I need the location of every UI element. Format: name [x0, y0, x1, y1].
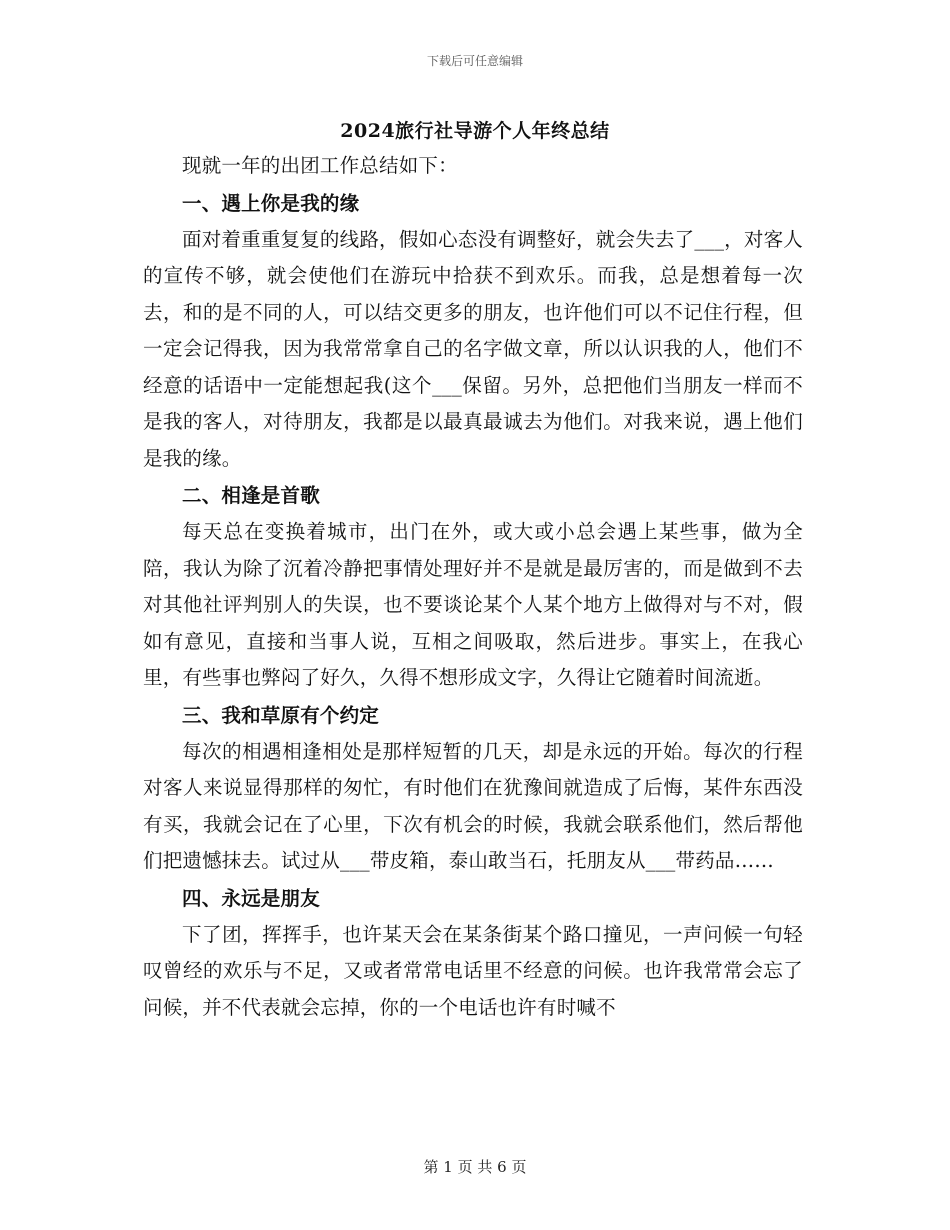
- document-title: 2024旅行社导游个人年终总结: [340, 120, 610, 142]
- document-body: [143, 148, 803, 1026]
- section-paragraph-4: 下了团，挥挥手，也许某天会在某条街某个路口撞见，一声问候一句轻叹曾经的欢乐与不足，又或者常常电话里不经意的问候。也许我常常会忘了问候，并不代表就会忘掉，你的一个电话也许有时喊不: [143, 922, 803, 1019]
- section-paragraph-3: 每次的相遇相逢相处是那样短暂的几天，却是永远的开始。每次的行程对客人来说显得那样的匆忙，有时他们在犹豫间就造成了后悔，某件东西没有买，我就会记在了心里，下次有机会的时候，我就会联系他们，然后帮他们把遗憾抹去。试过从___带皮箱，泰山敢当石，托朋友从___带药品……: [143, 739, 803, 872]
- section-heading-2: 二、相逢是首歌: [182, 484, 320, 507]
- section-heading-1: 一、遇上你是我的缘: [182, 191, 360, 215]
- section-heading-3: 三、我和草原有个约定: [182, 703, 380, 727]
- intro-paragraph: 现就一年的出团工作总结如下：: [182, 154, 458, 177]
- section-heading-4: 四、永远是朋友: [182, 886, 320, 910]
- section-paragraph-2: 每天总在变换着城市，出门在外，或大或小总会遇上某些事，做为全陪，我认为除了沉着冷静把事情处理好并不是就是最厉害的，而是做到不去对其他社评判别人的失误，也不要谈论某个人某个地方上做得对与不对，假如有意见，直接和当事人说，互相之间吸取，然后进步。事实上，在我心里，有些事也弊闷了好久，久得不想形成文字，久得让它随着时间流逝。: [143, 520, 803, 689]
- header-note: 下载后可任意编辑: [426, 54, 523, 68]
- section-paragraph-1: 面对着重重复复的线路，假如心态没有调整好，就会失去了___，对客人的宣传不够，就会使他们在游玩中拾获不到欢乐。而我，总是想着每一次去，和的是不同的人，可以结交更多的朋友，也许他们可以不记住行程，但一定会记得我，因为我常常拿自己的名字做文章，所以认识我的人，他们不经意的话语中一定能想起我(这个___保留。另外，总把他们当朋友一样而不是我的客人，对待朋友，我都是以最真最诚去为他们。对我来说，遇上他们是我的缘。: [143, 227, 803, 470]
- page-number-footer: 第 1 页 共 6 页: [423, 1158, 527, 1176]
